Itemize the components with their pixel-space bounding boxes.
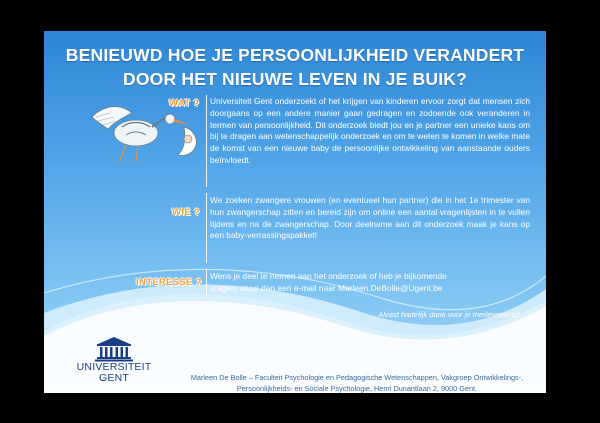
wat-paragraph: Universiteit Gent onderzoekt of het krijgen van kinderen ervoor zorgt dat mensen zich doorgaans op een andere manier gaan gedragen en zodoende ook veranderen in termen van persoonlijkheid. Dit onderzoek biedt jou en je partner een unieke kans om bij te dragen aan wetenschappelijk onderzoek en om te weten te komen in welke mate de komst van een nieuwe baby de persoonlijke ontwikkeling van aanstaande ouders beïnvloedt. xyxy=(210,96,530,165)
university-building-icon xyxy=(94,336,134,362)
separator-wat xyxy=(206,95,207,187)
footer-contact xyxy=(172,372,542,393)
logo-text-line-1: UNIVERSITEIT xyxy=(76,361,152,373)
poster xyxy=(44,31,546,393)
separator-wie xyxy=(206,193,207,263)
headline-line-1: BENIEUWD HOE JE PERSOONLIJKHEID VERANDERT xyxy=(65,45,525,65)
section-label-wat: WAT ? xyxy=(169,98,200,109)
section-label-wie: WIE ? xyxy=(172,207,200,218)
section-label-interesse: INTERESSE ? xyxy=(136,277,202,288)
section-text-wat xyxy=(210,96,530,167)
interesse-line-2: vragen, stuur dan een e-mail naar Marleen.DeBolle@Ugent.be xyxy=(210,282,443,293)
separator-interesse xyxy=(206,269,207,297)
university-logo xyxy=(74,336,154,384)
thanks-note: Alvast hartelijk dank voor je medewerking! xyxy=(378,310,520,319)
section-text-interesse xyxy=(210,271,530,295)
interesse-line-1: Wens je deel te nemen aan het onderzoek of heb je bijkomende xyxy=(210,271,447,281)
footer-line-2: Persoonlijkheids- en Sociale Psychologie, Henri Dunantlaan 2, 9000 Gent. xyxy=(236,384,478,393)
wie-paragraph: We zoeken zwangere vrouwen (en eventueel hun partner) die in het 1e trimester van hun zwangerschap zitten en bereid zijn om online een aantal vragenlijsten in te vullen tijdens en na de zwangerschap. Door deelname aan dit onderzoek maak je kans op een baby-verrassingspakket! xyxy=(210,195,530,241)
section-text-wie xyxy=(210,195,530,242)
headline-line-2: DOOR HET NIEUWE LEVEN IN JE BUIK? xyxy=(123,69,467,89)
footer-line-1: Marleen De Bolle – Faculteit Psychologie en Pedagogische Wetenschappen, Vakgroep Ontwikkelings-, xyxy=(190,373,524,382)
logo-text-line-2: GENT xyxy=(99,372,129,384)
headline xyxy=(44,43,546,91)
